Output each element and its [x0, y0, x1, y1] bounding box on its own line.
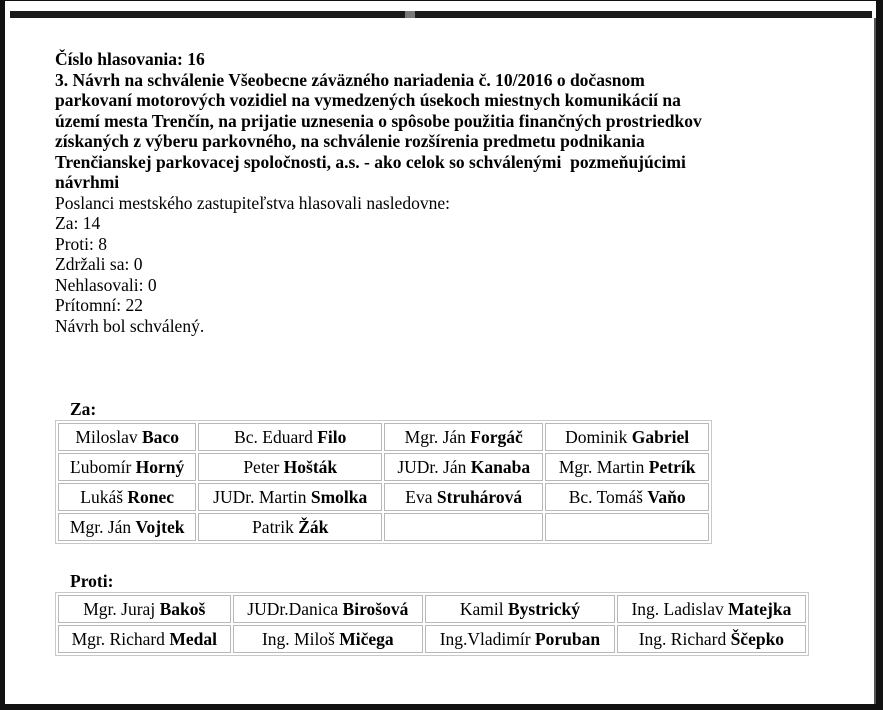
member-last-name: Baco	[142, 426, 179, 447]
count-proti: Proti: 8	[55, 233, 108, 254]
member-cell	[545, 423, 709, 451]
member-cell	[198, 453, 382, 481]
member-first-name: Eva	[405, 486, 433, 507]
member-cell	[384, 483, 543, 511]
member-cell	[58, 595, 231, 623]
table-row	[58, 423, 709, 451]
member-cell	[545, 453, 709, 481]
member-cell	[384, 423, 543, 451]
member-first-name: Kamil	[459, 598, 504, 619]
member-first-name: Ľubomír	[70, 456, 132, 477]
za-table	[55, 420, 712, 544]
member-first-name: Bc. Eduard	[234, 426, 313, 447]
member-cell	[198, 423, 382, 451]
member-cell	[545, 513, 709, 541]
member-first-name: Dominik	[565, 426, 628, 447]
member-first-name: Mgr. Martin	[558, 456, 645, 477]
member-last-name: Ronec	[127, 486, 175, 507]
member-last-name: Birošová	[342, 598, 409, 619]
member-first-name: Mgr. Ján	[404, 426, 466, 447]
member-cell	[233, 625, 423, 653]
member-cell	[425, 595, 615, 623]
member-cell	[384, 513, 543, 541]
right-edge	[874, 18, 876, 704]
member-last-name: Poruban	[534, 628, 601, 649]
member-last-name: Horný	[135, 456, 185, 477]
member-last-name: Forgáč	[470, 426, 523, 447]
member-cell	[58, 625, 231, 653]
proposal-line: 3. Návrh na schválenie Všeobecne záväzného nariadenia č. 10/2016 o dočasnom	[55, 69, 645, 90]
table-row	[58, 513, 709, 541]
member-cell	[198, 483, 382, 511]
member-last-name: Struhárová	[436, 486, 523, 507]
member-cell	[617, 595, 806, 623]
za-label: Za:	[70, 399, 97, 419]
member-first-name: Ing. Richard	[638, 628, 727, 649]
vote-number: Číslo hlasovania: 16	[55, 49, 205, 69]
member-last-name: Petrík	[648, 456, 696, 477]
member-cell	[545, 483, 709, 511]
member-last-name: Bakoš	[159, 598, 206, 619]
member-last-name: Gabriel	[631, 426, 690, 447]
member-first-name: JUDr. Martin	[213, 486, 307, 507]
member-last-name: Hošták	[283, 456, 338, 477]
proti-label: Proti:	[70, 571, 114, 591]
proposal-line: území mesta Trenčín, na prijatie uznesenia o spôsobe použitia finančných prostriedkov	[55, 110, 702, 131]
member-last-name: Bystrický	[508, 598, 580, 619]
top-bar-notch	[405, 11, 415, 18]
member-first-name: Miloslav	[75, 426, 138, 447]
member-first-name: Bc. Tomáš	[568, 486, 643, 507]
member-first-name: Peter	[243, 456, 280, 477]
member-last-name: Vojtek	[135, 516, 185, 537]
member-first-name: Patrik	[252, 516, 294, 537]
table-row	[58, 595, 806, 623]
member-cell	[58, 423, 196, 451]
member-last-name: Žák	[298, 516, 329, 537]
member-last-name: Ščepko	[730, 628, 785, 649]
count-pritomni: Prítomní: 22	[55, 295, 143, 315]
count-zdrzali: Zdržali sa: 0	[55, 254, 143, 274]
member-cell	[384, 453, 543, 481]
member-cell	[425, 625, 615, 653]
member-first-name: JUDr. Ján	[397, 456, 467, 477]
member-first-name: Ing.Vladimír	[439, 628, 531, 649]
count-nehlasovali: Nehlasovali: 0	[55, 274, 157, 295]
member-first-name: Mgr. Juraj	[83, 598, 156, 619]
result: Návrh bol schválený.	[55, 315, 205, 336]
member-last-name: Filo	[317, 426, 347, 447]
member-cell	[58, 513, 196, 541]
member-first-name: Mgr. Ján	[69, 516, 132, 537]
proposal-line: parkovaní motorových vozidiel na vymedzených úsekoch miestnych komunikácií na	[55, 90, 681, 110]
proposal-line: návrhmi	[55, 172, 120, 192]
member-cell	[198, 513, 382, 541]
member-first-name: Mgr. Richard	[71, 628, 165, 649]
table-row	[58, 625, 806, 653]
summary-intro: Poslanci mestského zastupiteľstva hlasovali nasledovne:	[55, 192, 450, 213]
member-last-name: Vaňo	[647, 486, 686, 507]
member-first-name: Ing. Ladislav	[631, 598, 724, 619]
member-last-name: Matejka	[728, 598, 792, 619]
member-first-name: Lukáš	[80, 486, 124, 507]
member-last-name: Mičega	[339, 628, 394, 649]
member-last-name: Kanaba	[470, 456, 531, 477]
member-cell	[58, 453, 196, 481]
member-cell	[233, 595, 423, 623]
proti-table	[55, 592, 809, 656]
top-bar	[10, 11, 872, 18]
member-last-name: Smolka	[310, 486, 368, 507]
member-cell	[617, 625, 806, 653]
member-cell	[58, 483, 196, 511]
member-last-name: Medal	[169, 628, 217, 649]
proposal-line: získaných z výberu parkovného, na schválenie rozšírenia predmetu podnikania	[55, 131, 645, 151]
vote-document	[55, 49, 815, 336]
table-row	[58, 483, 709, 511]
member-first-name: JUDr.Danica	[247, 598, 339, 619]
table-row	[58, 453, 709, 481]
member-first-name: Ing. Miloš	[261, 628, 335, 649]
proposal-line: Trenčianskej parkovacej spoločnosti, a.s. - ako celok so schválenými pozmeňujúcimi	[55, 151, 686, 172]
count-za: Za: 14	[55, 213, 101, 233]
